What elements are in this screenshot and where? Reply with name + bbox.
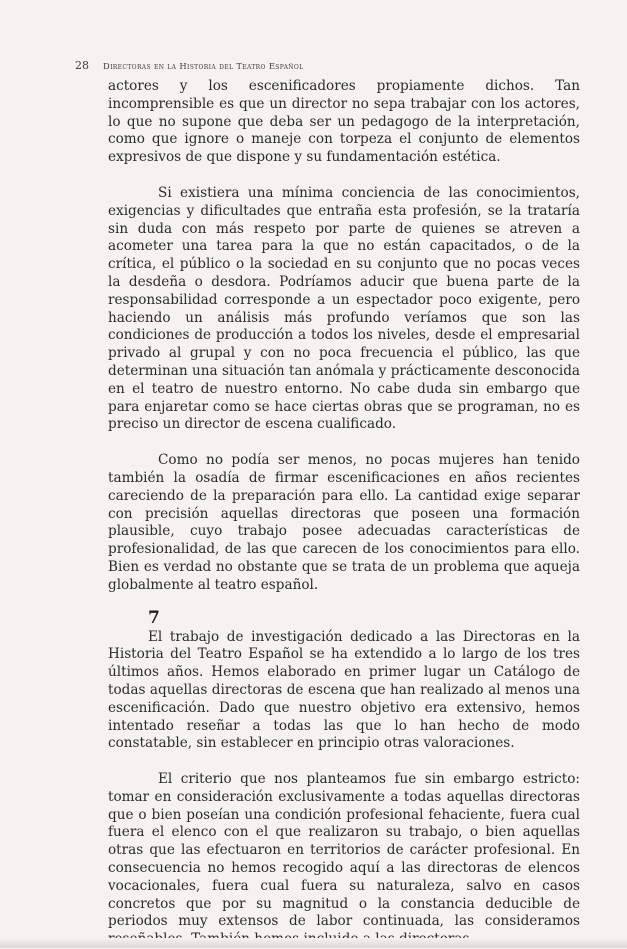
section-number: 7 bbox=[148, 607, 160, 628]
running-head-title: Directoras en la Historia del Teatro Español bbox=[103, 61, 304, 71]
paragraph-gap bbox=[108, 434, 580, 452]
running-head bbox=[75, 54, 555, 72]
paragraph-2: Si existiera una mínima conciencia de las conocimientos, exigencias y dificultades que entraña esta profesión, se la trataría sin duda con más respeto por parte de quienes se atreven a acometer una tarea para la que no están capacitados, o de la crítica, el público o la sociedad en su conjunto que no pocas veces la desdeña o desdora. Podríamos aducir que buena parte de la responsabilidad corresponde a un espectador poco exigente, pero haciendo un análisis más profundo veríamos que son las condiciones de producción a todos los niveles, desde el empresarial privado al grupal y con no poca frecuencia el público, las que determinan una situación tan anómala y prácticamente desconocida en el teatro de nuestro entorno. No cabe duda sin embargo que para enjaretar como se hace ciertas obras que se programan, no es preciso un director de escena cualificado. bbox=[108, 184, 580, 433]
paragraph-gap bbox=[108, 753, 580, 771]
body-text bbox=[108, 78, 580, 949]
paragraph-3: Como no podía ser menos, no pocas mujeres han tenido también la osadía de firmar escenificaciones en años recientes careciendo de la preparación para ello. La cantidad exige separar con precisión aquellas directoras que poseen una formación plausible, cuyo trabajo posee adecuadas características de profesionalidad, de las que carecen de los conocimientos para ello. Bien es verdad no obstante que se trata de un problema que aqueja globalmente al teatro español. bbox=[108, 452, 580, 593]
paragraph-gap bbox=[108, 167, 580, 185]
page-edge-shadow bbox=[0, 938, 627, 948]
paragraph-gap bbox=[108, 595, 580, 609]
paragraph-1: actores y los escenificadores propiamente dichos. Tan incomprensible es que un director no sepa trabajar con los actores, lo que no supone que deba ser un pedagogo de la interpretación, como que ignore o maneje con torpeza el conjunto de elementos expresivos de que dispone y su fundamentación estética. bbox=[108, 78, 580, 166]
page-number: 28 bbox=[75, 59, 89, 72]
paragraph-4: El trabajo de investigación dedicado a las Directoras en la Historia del Teatro Español se ha extendido a lo largo de los tres últimos años. Hemos elaborado en primer lugar un Catálogo de todas aquellas directoras de escena que han realizado al menos una escenificación. Dado que nuestro objetivo era extensivo, hemos intentado reseñar a todas las que lo han hecho de modo constatable, sin establecer en principio otras valoraciones. bbox=[108, 628, 580, 752]
paragraph-5: El criterio que nos planteamos fue sin embargo estricto: tomar en consideración exclusivamente a todas aquellas directoras que o bien poseían una condición profesional fehaciente, fuera cual fuera el elenco con el que realizaron su trabajo, o bien aquellas otras que las efectuaron en territorios de carácter profesional. En consecuencia no hemos recogido aquí a las directoras de elencos vocacionales, fuera cual fuera su naturaleza, salvo en casos concretos que por su magnitud o la constancia deducible de periodos muy extensos de labor continuada, las consideramos bbox=[108, 771, 580, 930]
